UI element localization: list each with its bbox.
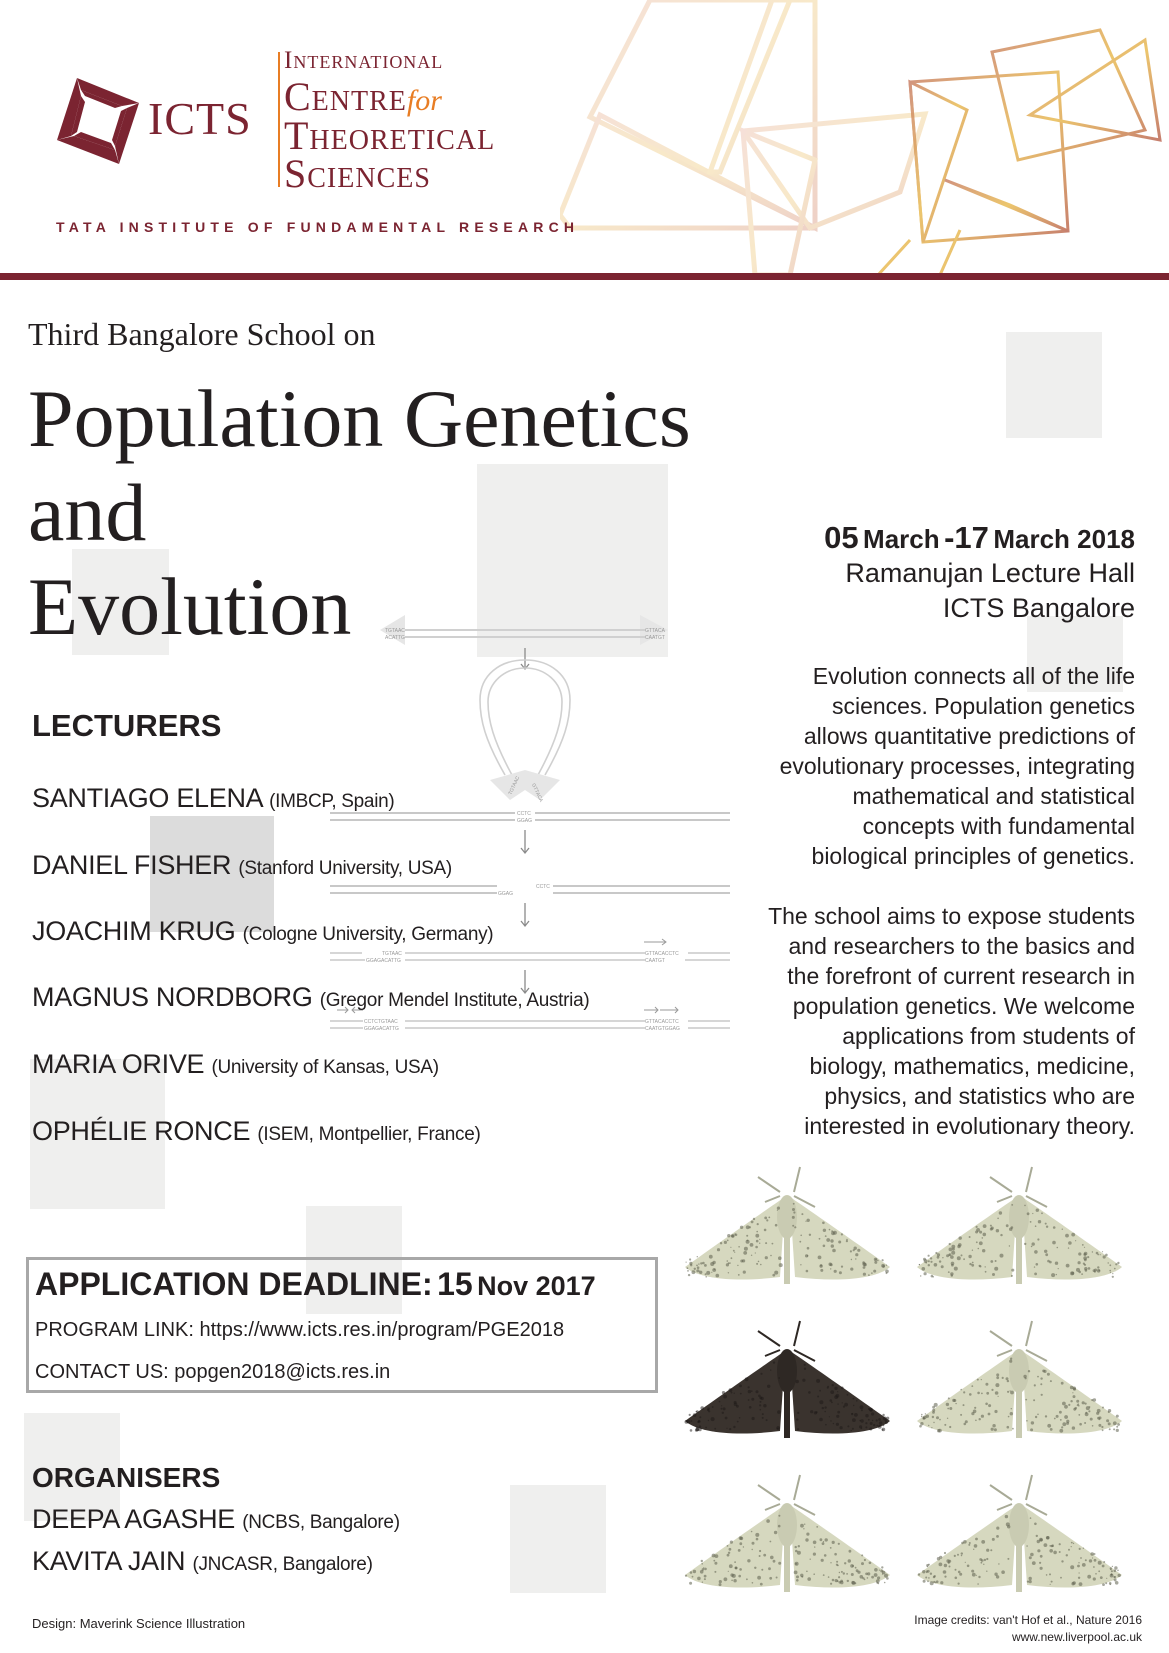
organiser-item <box>32 1546 373 1577</box>
event-city: ICTS Bangalore <box>942 593 1135 623</box>
light-moth-image <box>680 1162 895 1292</box>
logo-line-international: International <box>284 47 444 74</box>
deadline-colon: : <box>421 1266 433 1302</box>
lecturer-name: MAGNUS NORDBORG <box>32 982 313 1012</box>
date-separator: - <box>944 520 955 555</box>
lecturer-item <box>32 916 493 947</box>
program-link-label: PROGRAM LINK: <box>35 1319 194 1341</box>
date-end-month: March 2018 <box>993 524 1135 554</box>
dna-seq: GGAGACATTG <box>364 1026 399 1032</box>
dna-seq: CCTC <box>517 811 531 817</box>
lecturer-affiliation: (University of Kansas, USA) <box>211 1057 439 1078</box>
description-line: sciences. Population genetics <box>831 693 1135 719</box>
description-paragraph-1 <box>715 661 1135 871</box>
image-credit-url[interactable]: www.new.liverpool.ac.uk <box>1011 1630 1142 1644</box>
dna-seq: CAATGT <box>645 635 665 641</box>
right-arrow-icon <box>644 939 666 945</box>
event-venue: Ramanujan Lecture Hall <box>845 558 1135 588</box>
dna-seq: CCTC <box>536 884 550 890</box>
dna-strand-row-2 <box>330 886 730 893</box>
lecturer-name: JOACHIM KRUG <box>32 916 236 946</box>
decorative-box <box>30 1177 144 1205</box>
organiser-affiliation: (NCBS, Bangalore) <box>242 1512 400 1533</box>
lecturer-item <box>32 783 394 814</box>
tifr-tagline: TATA INSTITUTE OF FUNDAMENTAL RESEARCH <box>56 219 580 235</box>
dna-seq: CAATGTGGAG <box>645 1026 680 1032</box>
light-moth-image <box>912 1162 1127 1292</box>
dna-seq: ACATTG <box>385 635 405 641</box>
description-line: The school aims to expose students <box>768 903 1135 929</box>
description-line: interested in evolutionary theory. <box>804 1113 1135 1139</box>
light-moth-image <box>912 1470 1127 1600</box>
deadline-label: APPLICATION DEADLINE <box>35 1266 422 1302</box>
dna-seq: TGTAAC <box>382 951 402 957</box>
description-line: evolutionary processes, integrating <box>779 753 1135 779</box>
lecturer-item <box>32 850 452 881</box>
organisers-heading: ORGANISERS <box>32 1462 221 1493</box>
description-paragraph-2 <box>715 901 1135 1141</box>
dna-seq: GTTACACCTC <box>645 1019 679 1025</box>
description-line: physics, and statistics who are <box>824 1083 1135 1109</box>
contact-email[interactable]: popgen2018@icts.res.in <box>174 1361 391 1383</box>
logo-divider <box>278 52 280 187</box>
organiser-name: DEEPA AGASHE <box>32 1504 235 1534</box>
logo-for-word: for <box>406 84 442 117</box>
design-credit: Design: Maverink Science Illustration <box>32 1616 246 1631</box>
organiser-name: KAVITA JAIN <box>32 1546 186 1576</box>
lecturer-affiliation: (IMBCP, Spain) <box>269 791 395 812</box>
organiser-affiliation: (JNCASR, Bangalore) <box>192 1554 373 1575</box>
lecturer-name: SANTIAGO ELENA <box>32 783 262 813</box>
dna-seq: GGAGACATTG <box>366 958 401 964</box>
lecturer-name: DANIEL FISHER <box>32 850 232 880</box>
lecturer-name: MARIA ORIVE <box>32 1049 205 1079</box>
title-line-3: Evolution <box>28 561 352 652</box>
deadline-heading <box>35 1266 596 1303</box>
program-link-row <box>35 1319 564 1342</box>
title-line-1: Population Genetics <box>28 373 691 464</box>
dna-loop <box>480 660 570 775</box>
date-start-month: March <box>863 524 940 554</box>
contact-row <box>35 1361 390 1384</box>
dna-seq: GTTACA <box>530 782 544 804</box>
lecturers-heading: LECTURERS <box>32 708 222 743</box>
dna-seq: CCTCTGTAAC <box>364 1019 398 1025</box>
dna-seq: GGAG <box>517 818 533 824</box>
description-line: biology, mathematics, medicine, <box>809 1053 1135 1079</box>
lecturer-affiliation: (Gregor Mendel Institute, Austria) <box>319 990 590 1011</box>
description-line: and researchers to the basics and <box>788 933 1135 959</box>
icts-logo-mark <box>57 78 143 164</box>
lecturer-item <box>32 982 589 1013</box>
dna-loop-junction <box>490 770 560 800</box>
lecturer-affiliation: (ISEM, Montpellier, France) <box>257 1124 481 1145</box>
description-line: the forefront of current research in <box>787 963 1135 989</box>
date-start-day: 05 <box>824 520 859 555</box>
logo-line-sciences: Sciences <box>284 151 431 196</box>
lecturer-item <box>32 1049 439 1080</box>
description-line: allows quantitative predictions of <box>803 723 1135 749</box>
deadline-day: 15 <box>437 1266 473 1302</box>
icts-logo-abbr: ICTS <box>148 93 252 144</box>
lecturer-item <box>32 1116 481 1147</box>
title-kicker: Third Bangalore School on <box>28 316 376 352</box>
image-credit: Image credits: van't Hof et al., Nature 2016 <box>914 1613 1142 1627</box>
dna-seq: CAATGT <box>645 958 665 964</box>
dna-seq: GGAG <box>498 891 514 897</box>
lecturer-affiliation: (Stanford University, USA) <box>238 858 452 879</box>
deadline-box <box>26 1257 658 1393</box>
contact-label: CONTACT US: <box>35 1361 169 1383</box>
dna-seq: TGTAAC <box>385 628 405 634</box>
light-moth-image <box>912 1316 1127 1446</box>
description-line: concepts with fundamental <box>862 813 1135 839</box>
light-moth-image <box>680 1470 895 1600</box>
logo-line-theoretical: Theoretical <box>284 113 496 158</box>
description-line: biological principles of genetics. <box>811 843 1135 869</box>
description-line: mathematical and statistical <box>852 783 1135 809</box>
down-arrow-icon <box>521 830 529 853</box>
down-arrow-icon <box>521 648 529 669</box>
description-line: applications from students of <box>842 1023 1135 1049</box>
deadline-month-year: Nov 2017 <box>477 1271 596 1301</box>
logo-centre-word: Centre <box>284 74 407 119</box>
dark-moth-image <box>680 1316 895 1446</box>
description-line: population genetics. We welcome <box>792 993 1135 1019</box>
date-end-day: 17 <box>954 520 989 555</box>
organiser-item <box>32 1504 400 1535</box>
lecturer-name: OPHÉLIE RONCE <box>32 1116 251 1146</box>
title-line-2: and <box>28 467 147 558</box>
dna-seq: GTTACACCTC <box>645 951 679 957</box>
event-dates <box>824 520 1135 556</box>
decorative-squares-graphic <box>560 0 1169 275</box>
dna-seq: TGTAAC <box>507 775 522 796</box>
down-arrow-icon <box>521 903 529 926</box>
decorative-box <box>1006 332 1102 438</box>
program-link[interactable]: https://www.icts.res.in/program/PGE2018 <box>199 1319 565 1341</box>
decorative-box <box>510 1485 606 1593</box>
dna-seq: GTTACA <box>645 628 665 634</box>
description-line: Evolution connects all of the life <box>812 663 1135 689</box>
lecturer-affiliation: (Cologne University, Germany) <box>242 924 494 945</box>
header-rule <box>0 273 1169 280</box>
